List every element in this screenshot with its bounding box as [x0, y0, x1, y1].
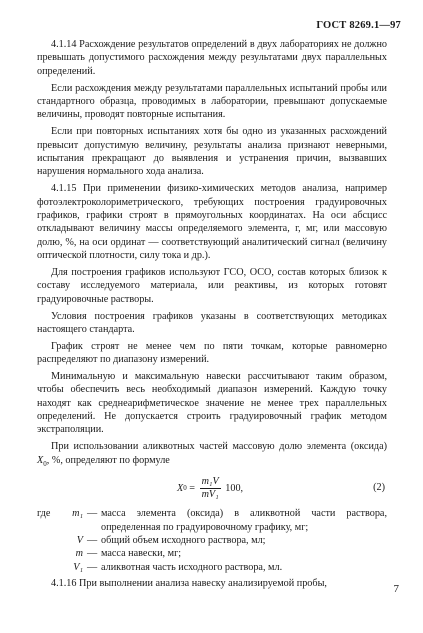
page-number: 7: [393, 583, 399, 595]
body-text: [37, 38, 387, 594]
definition-symbol: V: [76, 534, 83, 546]
paragraph-formula-intro: [37, 440, 387, 471]
paragraph-4-1-16: 4.1.16 При выполнении анализа навеску анализируемой пробы,: [51, 578, 327, 589]
definition-text: аликвотная часть исходного раствора, мл.: [101, 561, 283, 573]
formula-intro-subscript: 0: [43, 459, 47, 468]
formula-number: (2): [373, 482, 385, 494]
paragraph-min-max: Минимальную и максимальную навески рассчитывают таким образом, чтобы обеспечить весь необходимый диапазон измерений. Каждую точку находят как среднеарифметическое значение не менее трех параллельных определений. Не допускается строить градуировочный график методом экстраполяции.: [37, 371, 387, 436]
paragraph-4-1-14: 4.1.14 Расхождение результатов определений в двух лабораториях не должно превышать допустимого расхождения между результатами двух параллельных определений.: [37, 39, 387, 77]
definition-symbol: m: [75, 548, 83, 560]
definition-text: общий объем исходного раствора, мл;: [101, 534, 266, 546]
definition-text: масса элемента (оксида) в аликвотной части раствора, определенная по градуировочному графику, мг;: [101, 508, 387, 533]
definition-row: [37, 547, 387, 560]
formula-intro-before: При использовании аликвотных частей массовую долю элемента (оксида): [51, 441, 387, 453]
definition-dash: —: [87, 561, 98, 573]
formula-intro-after: , %, определяют по формуле: [46, 454, 170, 466]
definition-dash: —: [87, 508, 98, 520]
formula-denominator: mV₁: [201, 488, 219, 500]
definition-dash: —: [87, 548, 98, 560]
definition-symbol: V₁: [73, 561, 83, 573]
definition-text: масса навески, мг;: [101, 548, 182, 560]
definition-row: [37, 534, 387, 547]
formula-lhs: X: [177, 482, 184, 494]
paragraph-graph-conditions: Условия построения графиков указаны в соответствующих методиках настоящего стандарта.: [37, 310, 387, 335]
paragraph-repeat-tests: Если при повторных испытаниях хотя бы одно из указанных расхождений превысит допустимую величину, результаты анализа признают неверными, испытания прекращают до выявления и устранения причин, вызвавших нарушения нормального хода анализа.: [37, 126, 387, 178]
formula-intro-symbol: X: [37, 454, 44, 466]
definitions-list: [37, 507, 387, 574]
formula-fraction: [200, 476, 221, 501]
definition-symbol: m₁: [72, 508, 83, 520]
formula-equals: =: [186, 482, 198, 494]
formula-2: [37, 473, 387, 503]
definitions-lead: где: [37, 508, 51, 520]
formula-expression: [177, 473, 243, 503]
paragraph-reference-samples: Для построения графиков используют ГСО, ОСО, состав которых близок к составу исследуемого материала, или реактивы, из которых готовят градуировочные растворы.: [37, 266, 387, 305]
definition-dash: —: [87, 534, 98, 546]
paragraph-discrepancy: Если расхождения между результатами параллельных испытаний пробы или стандартного образца, проводимых в лаборатории, превышают допускаемые величины, проводят повторные испытания.: [37, 82, 387, 121]
definition-row: [37, 561, 387, 574]
paragraph-five-points: График строят не менее чем по пяти точкам, которые равномерно распределяют по диапазону измерений.: [37, 340, 387, 366]
formula-tail: 100,: [222, 482, 244, 494]
standard-header: ГОСТ 8269.1—97: [316, 20, 401, 31]
formula-lhs-subscript: 0: [183, 483, 187, 492]
definition-row: [37, 507, 387, 534]
paragraph-4-1-15: 4.1.15 При применении физико-химических методов анализа, например фотоэлектроколориметрического, требующих построения градуировочных графиков, графики строят в прямоугольных координатах. На оси абсцисс откладывают величину массы определяемого элемента, г, мг, или массовую долю, %, на оси ординат — соответствующий аналитический сигнал (величину оптической плотности, силу тока и др.).: [37, 183, 387, 261]
formula-numerator: m₁V: [201, 475, 219, 487]
